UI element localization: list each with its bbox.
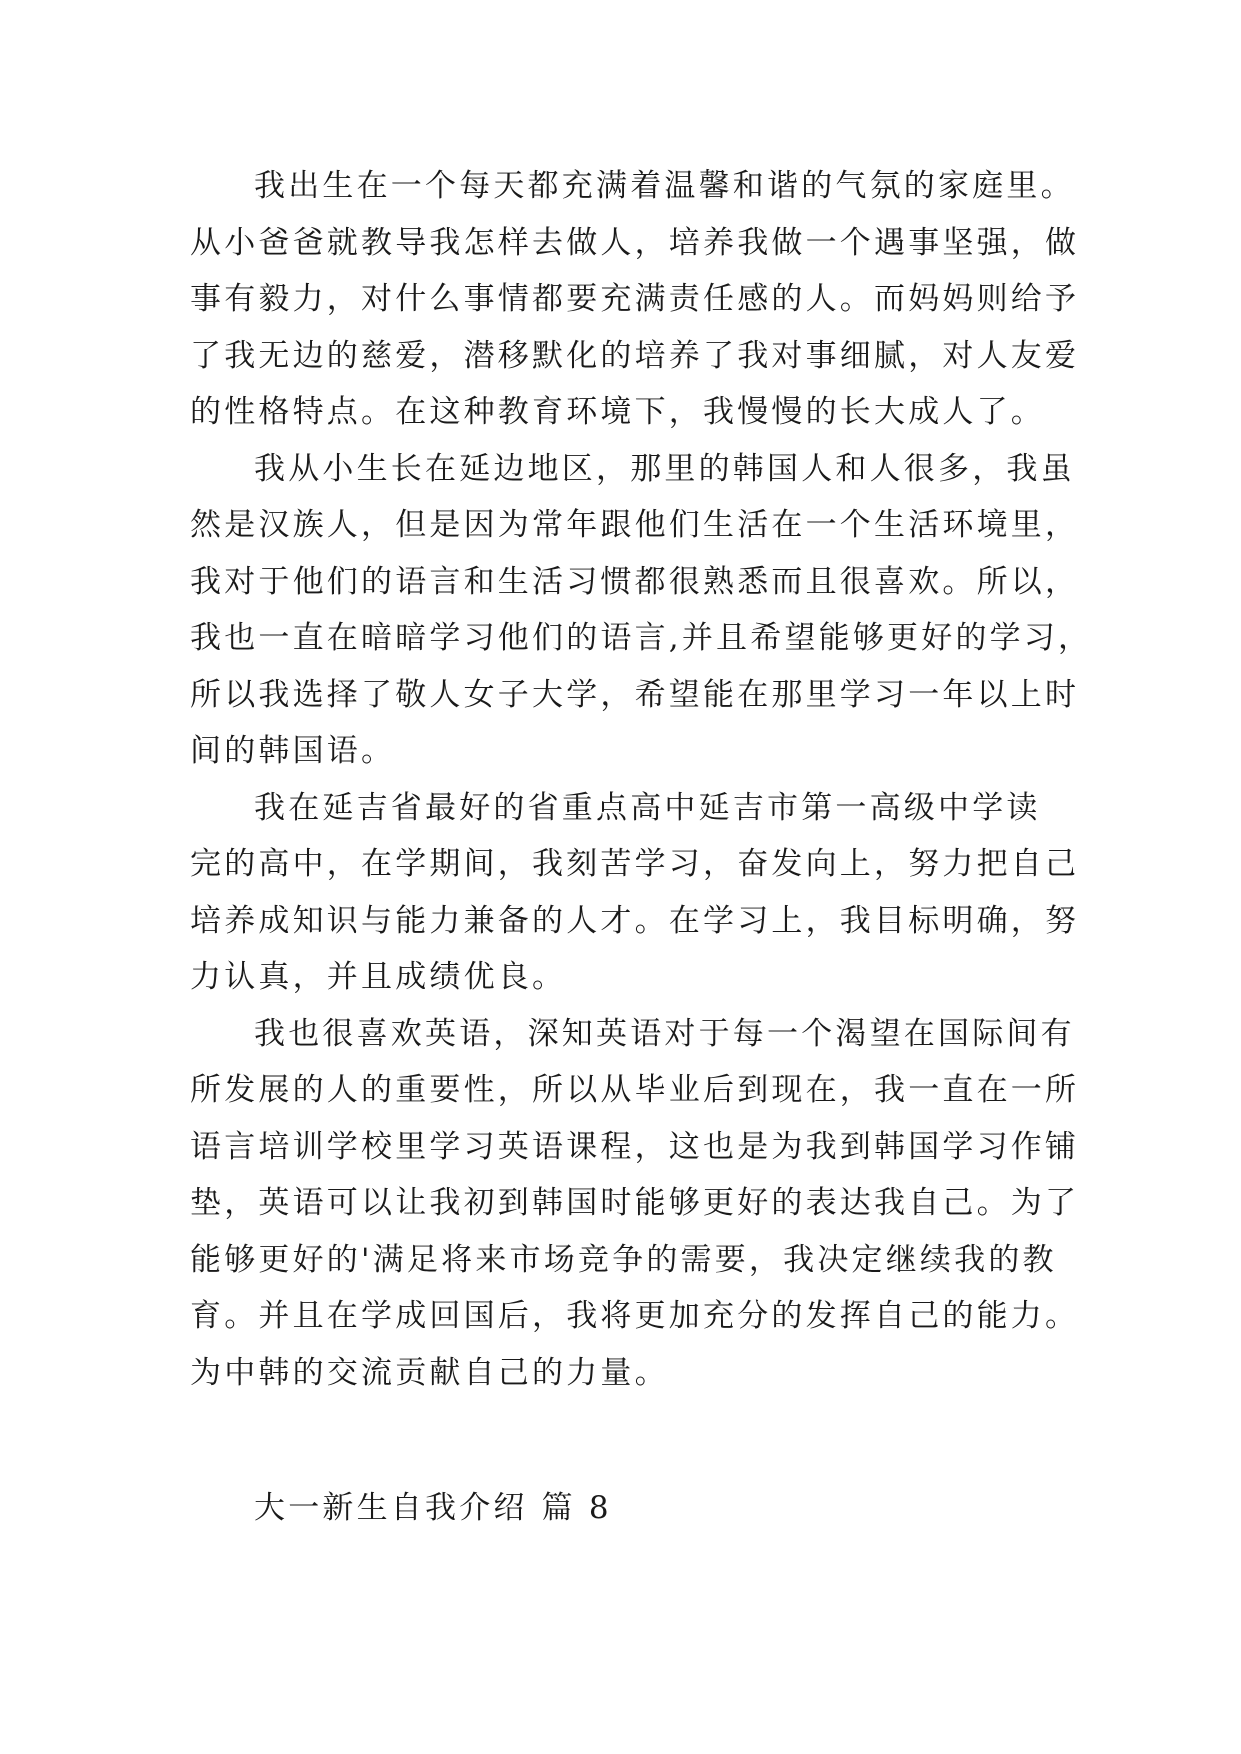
section-heading	[254, 1482, 612, 1527]
paragraph	[190, 780, 1080, 1006]
body-text	[190, 158, 1093, 1401]
paragraph-line: 所以我选择了敬人女子大学，希望能在那里学习一年以上时	[190, 676, 1080, 713]
paragraph-line: 育。并且在学成回国后，我将更加充分的发挥自己的能力。	[190, 1298, 1080, 1334]
paragraph-line: 从小爸爸就教导我怎样去做人，培养我做一个遇事坚强，做	[190, 224, 1080, 261]
paragraph-line: 然是汉族人，但是因为常年跟他们生活在一个生活环境里，	[190, 507, 1080, 543]
paragraph-line: 力认真，并且成绩优良。	[190, 959, 567, 995]
paragraph-line: 能够更好的'满足将来市场竞争的需要，我决定继续我的教	[190, 1241, 1057, 1278]
paragraph-line: 我也很喜欢英语，深知英语对于每一个渴望在国际间有	[254, 1015, 1075, 1052]
paragraph-line: 的性格特点。在这种教育环境下，我慢慢的长大成人了。	[190, 394, 1045, 430]
paragraph-line: 我对于他们的语言和生活习惯都很熟悉而且很喜欢。所以，	[190, 563, 1080, 600]
paragraph-line: 语言培训学校里学习英语课程，这也是为我到韩国学习作铺	[190, 1128, 1080, 1165]
paragraph	[190, 158, 1080, 441]
paragraph	[190, 1006, 1080, 1402]
paragraph-line: 了我无边的慈爱，潜移默化的培养了我对事细腻，对人友爱	[190, 337, 1080, 374]
paragraph-line: 完的高中，在学期间，我刻苦学习，奋发向上，努力把自己	[190, 846, 1080, 882]
paragraph-line: 培养成知识与能力兼备的人才。在学习上，我目标明确，努	[190, 902, 1080, 939]
paragraph-line: 我也一直在暗暗学习他们的语言,并且希望能够更好的学习，	[190, 620, 1093, 656]
paragraph-line: 所发展的人的重要性，所以从毕业后到现在，我一直在一所	[190, 1072, 1080, 1108]
paragraph-line: 我从小生长在延边地区，那里的韩国人和人很多，我虽	[254, 450, 1075, 487]
paragraph-line: 事有毅力，对什么事情都要充满责任感的人。而妈妈则给予	[190, 281, 1080, 317]
paragraph	[190, 441, 1093, 780]
paragraph-line: 垫，英语可以让我初到韩国时能够更好的表达我自己。为了	[190, 1185, 1080, 1221]
section-heading-title: 大一新生自我介绍	[254, 1490, 528, 1526]
section-heading-number: 篇 8	[541, 1490, 612, 1526]
paragraph-line: 为中韩的交流贡献自己的力量。	[190, 1354, 669, 1391]
paragraph-line: 我在延吉省最好的省重点高中延吉市第一高级中学读	[254, 789, 1041, 826]
paragraph-line: 间的韩国语。	[190, 733, 396, 769]
paragraph-line: 我出生在一个每天都充满着温馨和谐的气氛的家庭里。	[254, 168, 1075, 204]
